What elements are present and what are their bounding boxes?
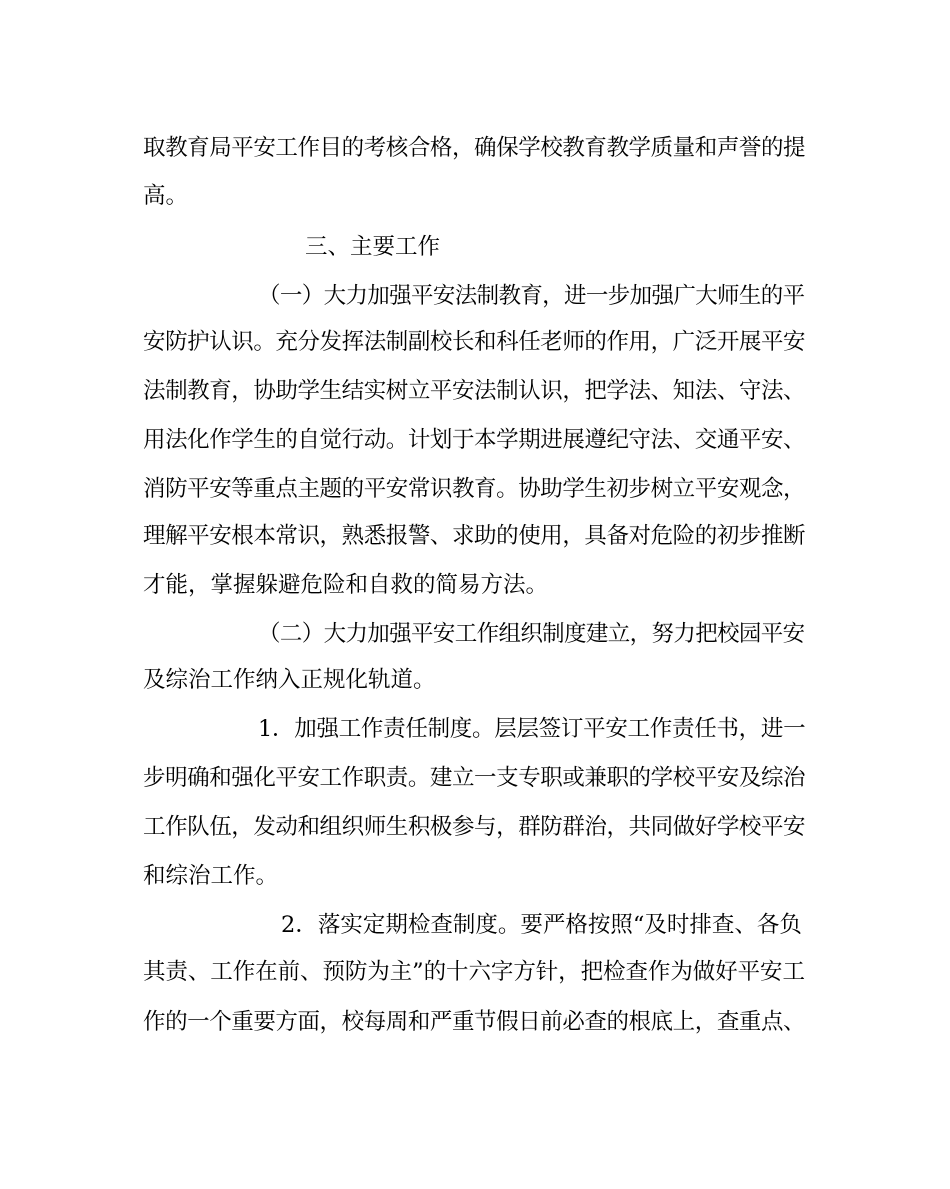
numbered-item-2: 2．落实定期检查制度。要严格按照“及时排查、各负: [281, 912, 802, 938]
text-line-9: 理解平安根本常识，熟悉报警、求助的使用，具备对危险的初步推断: [143, 523, 806, 549]
subsection-heading-1: （一）大力加强平安法制教育，进一步加强广大师生的平: [258, 283, 805, 309]
text-line-15: 工作队伍，发动和组织师生积极参与，群防群治，共同做好学校平安: [143, 814, 806, 840]
text-line-7: 用法化作学生的自觉行动。计划于本学期进展遵纪守法、交通平安、: [143, 427, 806, 453]
text-line-8: 消防平安等重点主题的平安常识教育。协助学生初步树立平安观念，: [143, 476, 806, 502]
text-line-14: 步明确和强化平安工作职责。建立一支专职或兼职的学校平安及综治: [143, 765, 806, 791]
section-heading: 三、主要工作: [305, 234, 441, 260]
text-line-2: 高。: [143, 183, 189, 209]
subsection-heading-2: （二）大力加强平安工作组织制度建立，努力把校园平安: [258, 621, 805, 647]
numbered-item-1: 1．加强工作责任制度。层层签订平安工作责任书，进一: [258, 716, 806, 742]
text-line-10: 才能，掌握躲避危险和自救的简易方法。: [143, 572, 549, 598]
text-line-5: 安防护认识。充分发挥法制副校长和科任老师的作用，广泛开展平安: [143, 329, 806, 355]
text-line-1: 取教育局平安工作目的考核合格，确保学校教育教学质量和声誉的提: [143, 135, 806, 161]
text-line-12: 及综治工作纳入正规化轨道。: [143, 667, 436, 693]
text-line-18: 其责、工作在前、预防为主”的十六字方针，把检查作为做好平安工: [143, 959, 805, 985]
text-line-6: 法制教育，协助学生结实树立平安法制认识，把学法、知法、守法、: [143, 378, 806, 404]
text-line-19: 作的一个重要方面，校每周和严重节假日前必查的根底上，查重点、: [143, 1009, 806, 1035]
text-line-16: 和综治工作。: [143, 863, 279, 889]
